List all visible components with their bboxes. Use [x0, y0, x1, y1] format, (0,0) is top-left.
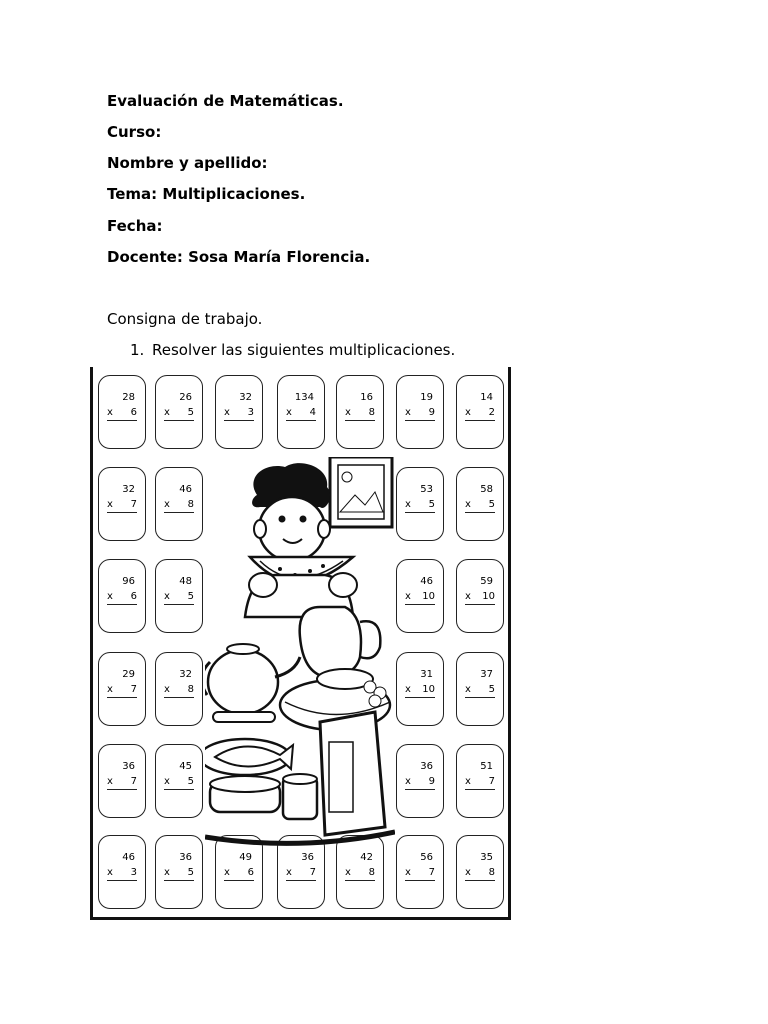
multiplier-line: [107, 499, 137, 513]
times-sign: x: [107, 684, 113, 695]
multiplication-problem-card: [456, 467, 504, 541]
multiplicand: 46: [420, 576, 433, 587]
multiplicand: 28: [122, 392, 135, 403]
course-field: Curso:: [107, 123, 162, 141]
multiplier: 9: [428, 407, 435, 418]
multiplier: 8: [488, 867, 495, 878]
multiplicand: 16: [360, 392, 373, 403]
multiplier: 2: [488, 407, 495, 418]
multiplier-line: [286, 867, 316, 881]
multiplier: 5: [187, 407, 194, 418]
multiplier: 5: [187, 591, 194, 602]
multiplicand: 48: [179, 576, 192, 587]
multiplication-problem-card: [155, 375, 203, 449]
multiplier: 4: [309, 407, 316, 418]
multiplication-problem-card: [456, 559, 504, 633]
multiplicand: 49: [239, 852, 252, 863]
multiplier: 3: [247, 407, 254, 418]
times-sign: x: [286, 867, 292, 878]
times-sign: x: [164, 591, 170, 602]
multiplicand: 14: [480, 392, 493, 403]
multiplication-problem-card: [155, 559, 203, 633]
student-name-field: Nombre y apellido:: [107, 154, 268, 172]
multiplication-problem-card: [155, 835, 203, 909]
multiplier-line: [107, 591, 137, 605]
multiplier-line: [405, 776, 435, 790]
multiplication-problem-card: [456, 744, 504, 818]
multiplicand: 36: [179, 852, 192, 863]
multiplier: 5: [428, 499, 435, 510]
multiplier-line: [345, 867, 375, 881]
times-sign: x: [465, 776, 471, 787]
multiplicand: 51: [480, 761, 493, 772]
multiplier: 3: [130, 867, 137, 878]
multiplier-line: [164, 867, 194, 881]
multiplier-line: [164, 684, 194, 698]
multiplier-line: [164, 407, 194, 421]
multiplication-problem-card: [155, 652, 203, 726]
multiplicand: 32: [239, 392, 252, 403]
multiplication-problem-card: [98, 835, 146, 909]
multiplier: 7: [130, 684, 137, 695]
multiplicand: 36: [122, 761, 135, 772]
times-sign: x: [107, 591, 113, 602]
multiplier-line: [405, 684, 435, 698]
times-sign: x: [107, 867, 113, 878]
multiplier-line: [465, 684, 495, 698]
multiplicand: 31: [420, 669, 433, 680]
multiplicand: 45: [179, 761, 192, 772]
multiplier: 8: [187, 684, 194, 695]
times-sign: x: [164, 407, 170, 418]
multiplier-line: [286, 407, 316, 421]
multiplier-line: [405, 499, 435, 513]
multiplier-line: [107, 407, 137, 421]
multiplication-problem-card: [396, 559, 444, 633]
times-sign: x: [405, 684, 411, 695]
multiplicand: 96: [122, 576, 135, 587]
multiplication-problem-card: [98, 467, 146, 541]
multiplicand: 32: [179, 669, 192, 680]
date-field: Fecha:: [107, 217, 163, 235]
times-sign: x: [405, 776, 411, 787]
multiplication-problem-card: [456, 375, 504, 449]
multiplicand: 56: [420, 852, 433, 863]
multiplier-line: [164, 591, 194, 605]
multiplication-problem-card: [98, 559, 146, 633]
multiplication-problem-card: [396, 744, 444, 818]
multiplicand: 36: [420, 761, 433, 772]
times-sign: x: [107, 499, 113, 510]
multiplier-line: [465, 591, 495, 605]
multiplier-line: [465, 499, 495, 513]
multiplication-problem-card: [98, 375, 146, 449]
multiplier: 5: [187, 776, 194, 787]
multiplication-problem-card: [277, 375, 325, 449]
multiplication-problem-card: [98, 652, 146, 726]
multiplication-problem-card: [396, 375, 444, 449]
multiplier: 7: [309, 867, 316, 878]
multiplier: 7: [428, 867, 435, 878]
multiplicand: 134: [294, 392, 314, 403]
multiplication-problem-card: [396, 652, 444, 726]
multiplier: 7: [130, 776, 137, 787]
multiplier-line: [107, 684, 137, 698]
multiplication-problem-card: [155, 744, 203, 818]
times-sign: x: [345, 867, 351, 878]
multiplier-line: [224, 407, 254, 421]
multiplicand: 19: [420, 392, 433, 403]
times-sign: x: [107, 776, 113, 787]
multiplier: 10: [482, 591, 495, 602]
times-sign: x: [164, 867, 170, 878]
times-sign: x: [465, 407, 471, 418]
multiplier-line: [405, 407, 435, 421]
multiplier-line: [345, 407, 375, 421]
multiplier: 5: [488, 684, 495, 695]
times-sign: x: [405, 499, 411, 510]
multiplication-problem-card: [456, 652, 504, 726]
multiplicand: 26: [179, 392, 192, 403]
multiplier: 8: [368, 407, 375, 418]
multiplier: 8: [368, 867, 375, 878]
document-title: Evaluación de Matemáticas.: [107, 92, 344, 110]
multiplier: 9: [428, 776, 435, 787]
multiplicand: 36: [301, 852, 314, 863]
multiplicand: 32: [122, 484, 135, 495]
boy-eating-illustration: [205, 457, 395, 847]
times-sign: x: [164, 776, 170, 787]
multiplier-line: [465, 776, 495, 790]
times-sign: x: [224, 407, 230, 418]
multiplier-line: [465, 867, 495, 881]
times-sign: x: [224, 867, 230, 878]
multiplier-line: [405, 591, 435, 605]
multiplier: 5: [187, 867, 194, 878]
multiplier-line: [465, 407, 495, 421]
times-sign: x: [164, 684, 170, 695]
times-sign: x: [405, 407, 411, 418]
multiplicand: 53: [420, 484, 433, 495]
multiplier: 10: [422, 591, 435, 602]
multiplier-line: [107, 776, 137, 790]
teacher-field: Docente: Sosa María Florencia.: [107, 248, 371, 266]
multiplication-problem-card: [155, 467, 203, 541]
times-sign: x: [465, 684, 471, 695]
multiplier: 7: [488, 776, 495, 787]
multiplicand: 37: [480, 669, 493, 680]
multiplier-line: [107, 867, 137, 881]
times-sign: x: [465, 499, 471, 510]
multiplication-problem-card: [215, 375, 263, 449]
instruction-item-text: Resolver las siguientes multiplicaciones.: [152, 341, 456, 359]
multiplicand: 46: [179, 484, 192, 495]
multiplicand: 35: [480, 852, 493, 863]
topic-field: Tema: Multiplicaciones.: [107, 185, 306, 203]
multiplier: 8: [187, 499, 194, 510]
multiplication-problem-card: [336, 375, 384, 449]
multiplication-worksheet: [90, 367, 511, 920]
multiplication-problem-card: [456, 835, 504, 909]
instructions-heading: Consigna de trabajo.: [107, 310, 263, 328]
multiplier: 6: [130, 591, 137, 602]
multiplication-problem-card: [396, 467, 444, 541]
times-sign: x: [345, 407, 351, 418]
multiplication-problem-card: [98, 744, 146, 818]
times-sign: x: [405, 591, 411, 602]
times-sign: x: [164, 499, 170, 510]
times-sign: x: [465, 867, 471, 878]
multiplicand: 46: [122, 852, 135, 863]
times-sign: x: [465, 591, 471, 602]
multiplicand: 59: [480, 576, 493, 587]
multiplication-problem-card: [396, 835, 444, 909]
multiplicand: 58: [480, 484, 493, 495]
multiplier-line: [224, 867, 254, 881]
multiplicand: 29: [122, 669, 135, 680]
multiplier: 10: [422, 684, 435, 695]
multiplier-line: [164, 499, 194, 513]
multiplier: 6: [130, 407, 137, 418]
multiplier-line: [405, 867, 435, 881]
times-sign: x: [286, 407, 292, 418]
multiplicand: 42: [360, 852, 373, 863]
times-sign: x: [405, 867, 411, 878]
multiplier-line: [164, 776, 194, 790]
instruction-item-number: 1.: [130, 341, 145, 359]
multiplier: 7: [130, 499, 137, 510]
multiplier: 5: [488, 499, 495, 510]
multiplier: 6: [247, 867, 254, 878]
times-sign: x: [107, 407, 113, 418]
